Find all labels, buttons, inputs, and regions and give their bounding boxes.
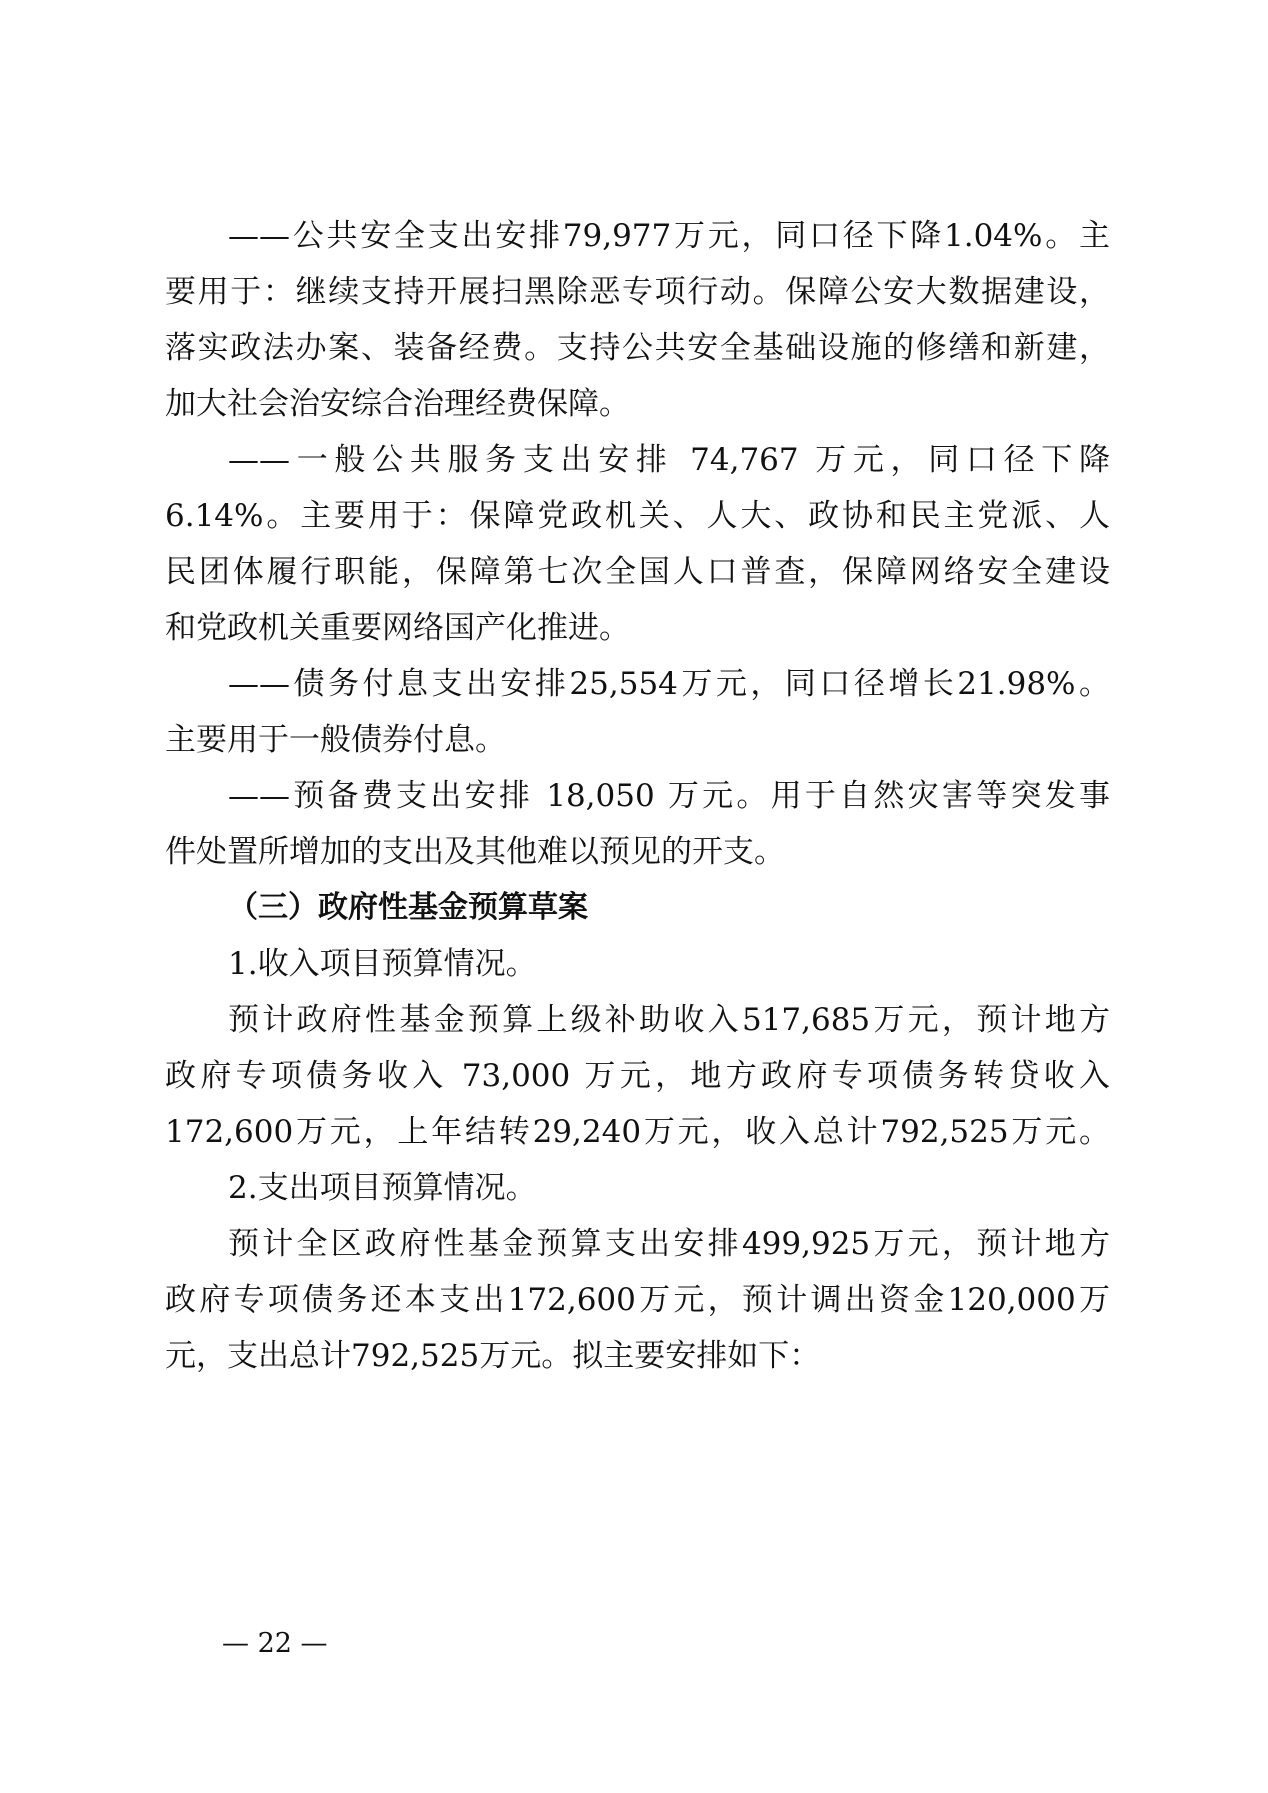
paragraph-income-line-3: 172,600万元，上年结转29,240万元，收入总计792,525万元。 xyxy=(165,1114,1110,1150)
paragraph-income-line-2: 政府专项债务收入 73,000 万元，地方政府专项债务转贷收入 xyxy=(165,1058,1110,1094)
paragraph-public-security-line-2: 要用于：继续支持开展扫黑除恶专项行动。保障公安大数据建设， xyxy=(165,274,1110,310)
paragraph-general-services-line-4: 和党政机关重要网络国产化推进。 xyxy=(165,610,630,646)
paragraph-income-line-1: 预计政府性基金预算上级补助收入517,685万元，预计地方 xyxy=(228,1002,1110,1038)
paragraph-public-security-line-1: ——公共安全支出安排79,977万元，同口径下降1.04%。主 xyxy=(228,218,1110,254)
section-heading-government-fund-budget: （三）政府性基金预算草案 xyxy=(228,890,588,925)
page-number: — 22 — xyxy=(222,1628,328,1659)
paragraph-expenditure-line-1: 预计全区政府性基金预算支出安排499,925万元，预计地方 xyxy=(228,1226,1110,1262)
subheading-income-items: 1.收入项目预算情况。 xyxy=(228,946,537,982)
paragraph-general-services-line-3: 民团体履行职能，保障第七次全国人口普查，保障网络安全建设 xyxy=(165,554,1110,590)
paragraph-debt-interest-line-1: ——债务付息支出安排25,554万元，同口径增长21.98%。 xyxy=(228,666,1110,702)
paragraph-debt-interest-line-2: 主要用于一般债券付息。 xyxy=(165,722,506,758)
paragraph-general-services-line-1: ——一般公共服务支出安排 74,767 万元，同口径下降 xyxy=(228,442,1110,478)
subheading-expenditure-items: 2.支出项目预算情况。 xyxy=(228,1170,537,1206)
paragraph-reserve-fund-line-2: 件处置所增加的支出及其他难以预见的开支。 xyxy=(165,834,785,870)
paragraph-general-services-line-2: 6.14%。主要用于：保障党政机关、人大、政协和民主党派、人 xyxy=(165,498,1110,534)
paragraph-public-security-line-4: 加大社会治安综合治理经费保障。 xyxy=(165,386,630,422)
paragraph-expenditure-line-3: 元，支出总计792,525万元。拟主要安排如下： xyxy=(165,1338,821,1374)
paragraph-reserve-fund-line-1: ——预备费支出安排 18,050 万元。用于自然灾害等突发事 xyxy=(228,778,1110,814)
paragraph-public-security-line-3: 落实政法办案、装备经费。支持公共安全基础设施的修缮和新建， xyxy=(165,330,1110,366)
paragraph-expenditure-line-2: 政府专项债务还本支出172,600万元，预计调出资金120,000万 xyxy=(165,1282,1110,1318)
